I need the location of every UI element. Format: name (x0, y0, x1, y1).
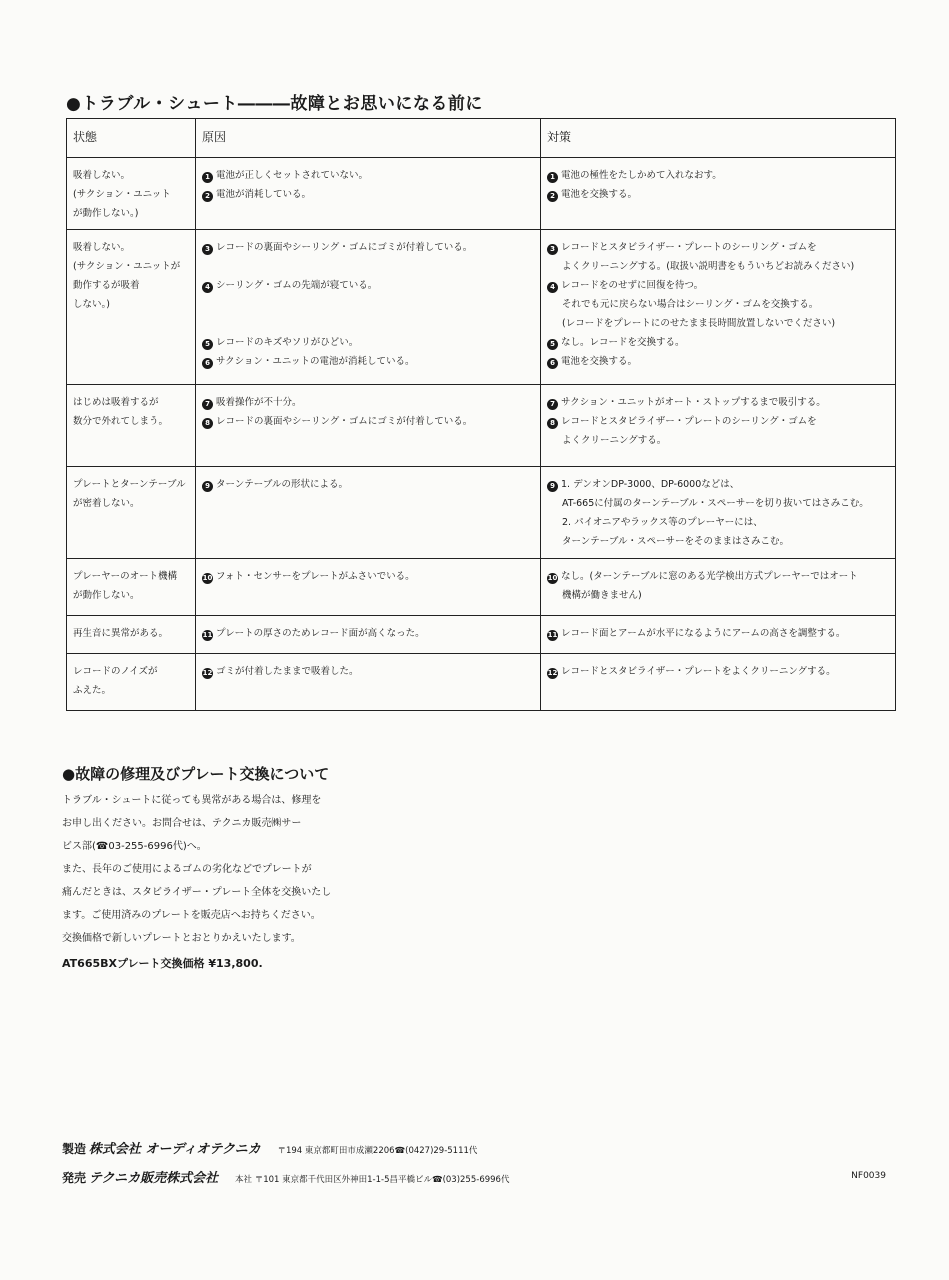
measure-continuation: よくクリーニングする。(取扱い説明書をもういちどお読みください) (562, 261, 855, 272)
number-badge: 8 (202, 418, 213, 429)
number-badge: 6 (547, 358, 558, 369)
seller-label: 発売 (62, 1171, 87, 1185)
repair-paragraph (62, 789, 372, 975)
cause-text: ターンテーブルの形状による。 (216, 479, 348, 490)
cause-item (202, 475, 534, 494)
number-badge: 5 (547, 339, 558, 350)
cause-text: レコードの裏面やシーリング・ゴムにゴミが付着している。 (216, 416, 473, 427)
number-badge: 8 (547, 418, 558, 429)
cause-text: 吸着操作が不十分。 (216, 397, 302, 408)
cause-item (202, 166, 534, 185)
measure-item (547, 624, 889, 643)
measure-text: レコードとスタビライザー・プレートをよくクリーニングする。 (561, 666, 836, 677)
cause-text: フォト・センサーをプレートがふさいでいる。 (216, 571, 415, 582)
cause-text: シーリング・ゴムの先端が寝ている。 (216, 280, 378, 291)
measure-item (547, 475, 889, 494)
state-line: (サクション・ユニット (73, 189, 171, 200)
seller-address: 本社 〒101 東京都千代田区外神田1-1-5昌平橋ビル☎(03)255-6996代 (235, 1175, 510, 1185)
measure-item (547, 567, 889, 586)
state-line: 吸着しない。 (73, 170, 131, 181)
table-row (67, 385, 896, 467)
number-badge: 11 (202, 631, 213, 639)
measure-text: なし。レコードを交換する。 (561, 337, 685, 348)
measure-text: なし。(ターンテーブルに窓のある光学検出方式プレーヤーではオート (561, 571, 858, 582)
measure-item (547, 412, 889, 431)
measure-cell (541, 654, 896, 711)
measure-continuation: ターンテーブル・スペーサーをそのままはさみこむ。 (562, 536, 789, 547)
plate-price: AT665BXプレート交換価格 ¥13,800. (62, 957, 263, 970)
measure-item (547, 166, 889, 185)
paragraph-line: また、長年のご使用によるゴムの劣化などでプレートが (62, 864, 312, 875)
paragraph-line: 交換価格で新しいプレートとおとりかえいたします。 (62, 933, 301, 944)
cause-text: レコードの裏面やシーリング・ゴムにゴミが付着している。 (216, 242, 473, 253)
measure-text: 1. デンオンDP-3000、DP-6000などは、 (561, 479, 740, 490)
measure-continuation: 2. パイオニアやラックス等のプレーヤーには、 (562, 517, 763, 528)
cause-item (202, 393, 534, 412)
state-cell (67, 559, 196, 616)
number-badge: 5 (202, 339, 213, 350)
measure-cell (541, 385, 896, 467)
cause-cell (196, 467, 541, 559)
number-badge: 1 (202, 172, 213, 183)
measure-text: 電池の極性をたしかめて入れなおす。 (561, 170, 722, 181)
header-state: 状態 (67, 119, 196, 158)
measure-text: レコードをのせずに回復を待つ。 (561, 280, 704, 291)
number-badge: 12 (202, 669, 213, 677)
footer-seller (62, 1167, 509, 1186)
number-badge: 10 (547, 574, 558, 582)
cause-cell (196, 616, 541, 654)
table-row (67, 654, 896, 711)
number-badge: 7 (547, 399, 558, 410)
cause-text: プレートの厚さのためレコード面が高くなった。 (216, 628, 425, 639)
paragraph-line: ビス部(☎03-255-6996代)へ。 (62, 841, 207, 852)
number-badge: 12 (547, 669, 558, 677)
state-cell (67, 654, 196, 711)
measure-cell (541, 230, 896, 385)
measure-text: 電池を交換する。 (561, 189, 638, 200)
table-row (67, 158, 896, 230)
table-row (67, 467, 896, 559)
measure-cell (541, 559, 896, 616)
state-line: 吸着しない。 (73, 242, 131, 253)
maker-address: 〒194 東京都町田市成瀬2206☎(0427)29-5111代 (277, 1146, 478, 1156)
cause-item (202, 412, 534, 431)
measure-cell (541, 467, 896, 559)
state-cell (67, 385, 196, 467)
seller-name: テクニカ販売株式会社 (88, 1171, 219, 1186)
table-header-row (67, 119, 896, 158)
state-line: しない。) (73, 299, 110, 310)
cause-text: レコードのキズやソリがひどい。 (216, 337, 359, 348)
document-code: NF0039 (851, 1171, 886, 1181)
trouble-shoot-table (66, 118, 896, 711)
measure-text: サクション・ユニットがオート・ストップするまで吸引する。 (561, 397, 826, 408)
cause-item (202, 662, 534, 681)
measure-item (547, 185, 889, 204)
number-badge: 10 (202, 574, 213, 582)
state-line: はじめは吸着するが (73, 397, 159, 408)
state-line: レコードのノイズが (73, 666, 158, 677)
measure-text: 電池を交換する。 (561, 356, 638, 367)
state-line: プレートとターンテーブル (73, 479, 186, 490)
header-cause: 原因 (196, 119, 541, 158)
cause-item (202, 567, 534, 586)
cause-text: ゴミが付着したままで吸着した。 (216, 666, 359, 677)
paragraph-line: 痛んだときは、スタビライザー・プレート全体を交換いたし (62, 887, 332, 898)
state-line: 動作するが吸着 (73, 280, 140, 291)
measure-item (547, 662, 889, 681)
table-row (67, 559, 896, 616)
measure-item (547, 393, 889, 412)
cause-item (202, 185, 534, 204)
cause-cell (196, 230, 541, 385)
measure-item (547, 238, 889, 257)
measure-continuation: それでも元に戻らない場合はシーリング・ゴムを交換する。 (562, 299, 819, 310)
table-row (67, 230, 896, 385)
section-title-repair: ●故障の修理及びプレート交換について (62, 765, 330, 783)
cause-cell (196, 385, 541, 467)
number-badge: 3 (202, 244, 213, 255)
paragraph-line: トラブル・シュートに従っても異常がある場合は、修理を (62, 795, 322, 806)
state-line: が密着しない。 (73, 498, 140, 509)
measure-text: レコードとスタビライザー・プレートのシーリング・ゴムを (561, 242, 817, 253)
state-line: (サクション・ユニットが (73, 261, 181, 272)
table-row (67, 616, 896, 654)
number-badge: 4 (202, 282, 213, 293)
cause-item (202, 238, 534, 257)
measure-item (547, 352, 889, 371)
cause-text: 電池が正しくセットされていない。 (216, 170, 369, 181)
cause-item (202, 352, 534, 371)
cause-item (202, 624, 534, 643)
number-badge: 3 (547, 244, 558, 255)
measure-continuation: よくクリーニングする。 (562, 435, 667, 446)
cause-cell (196, 654, 541, 711)
measure-text: レコードとスタビライザー・プレートのシーリング・ゴムを (561, 416, 817, 427)
number-badge: 7 (202, 399, 213, 410)
number-badge: 2 (547, 191, 558, 202)
state-cell (67, 158, 196, 230)
number-badge: 6 (202, 358, 213, 369)
paragraph-line: ます。ご使用済みのプレートを販売店へお持ちください。 (62, 910, 321, 921)
number-badge: 9 (547, 481, 558, 492)
state-line: ふえた。 (73, 685, 112, 696)
measure-continuation: 機構が働きません) (562, 590, 642, 601)
section-title-trouble-shoot: ●トラブル・シュート―――故障とお思いになる前に (66, 94, 483, 114)
measure-item (547, 333, 889, 352)
paragraph-line: お申し出ください。お問合せは、テクニカ販売㈱サー (62, 818, 302, 829)
state-line: 数分で外れてしまう。 (73, 416, 169, 427)
number-badge: 4 (547, 282, 558, 293)
state-cell (67, 616, 196, 654)
measure-continuation: (レコードをプレートにのせたまま長時間放置しないでください) (562, 318, 836, 329)
cause-item (202, 276, 534, 295)
cause-text: 電池が消耗している。 (216, 189, 312, 200)
footer-maker (62, 1138, 477, 1157)
header-measure: 対策 (541, 119, 896, 158)
number-badge: 1 (547, 172, 558, 183)
number-badge: 9 (202, 481, 213, 492)
state-line: が動作しない。 (73, 590, 140, 601)
state-cell (67, 230, 196, 385)
state-line: 再生音に異常がある。 (73, 628, 169, 639)
state-line: プレーヤーのオート機構 (73, 571, 178, 582)
maker-name: 株式会社 オーディオテクニカ (88, 1142, 261, 1157)
measure-cell (541, 616, 896, 654)
state-line: が動作しない。) (73, 208, 139, 219)
maker-label: 製造 (62, 1142, 87, 1156)
measure-text: レコード面とアームが水平になるようにアームの高さを調整する。 (561, 628, 846, 639)
cause-cell (196, 559, 541, 616)
cause-text: サクション・ユニットの電池が消耗している。 (216, 356, 415, 367)
measure-item (547, 276, 889, 295)
measure-cell (541, 158, 896, 230)
state-cell (67, 467, 196, 559)
cause-item (202, 333, 534, 352)
cause-cell (196, 158, 541, 230)
number-badge: 2 (202, 191, 213, 202)
measure-continuation: AT-665に付属のターンテーブル・スペーサーを切り抜いてはさみこむ。 (562, 498, 869, 509)
number-badge: 11 (547, 631, 558, 639)
